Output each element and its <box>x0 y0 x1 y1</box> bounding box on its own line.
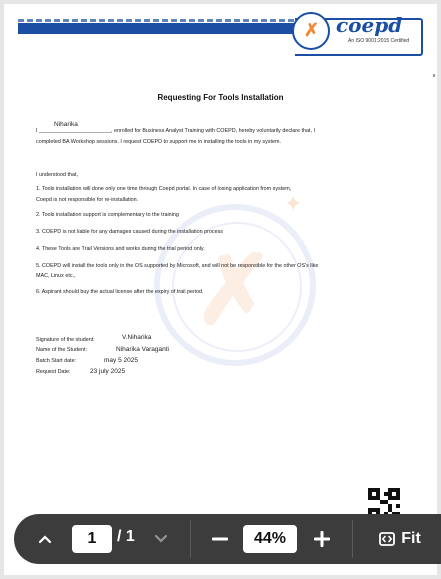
fit-icon <box>379 532 395 546</box>
student-name-value: Niharika Varaganti <box>116 346 169 353</box>
zoom-level-input[interactable]: 44% <box>243 525 297 553</box>
header-bar <box>18 23 295 34</box>
page-total: / 1 <box>117 528 135 545</box>
document-title: Requesting For Tools Installation <box>157 93 284 102</box>
logo-text: coepd <box>336 13 403 37</box>
logo-emblem-icon: ✗ <box>292 12 330 50</box>
fit-to-page-button[interactable] <box>370 526 430 552</box>
point-3: 3. COEPD is not liable for any damages caused during the installation process <box>36 229 223 235</box>
request-date-label: Request Date: <box>36 369 71 375</box>
intro-line-2: completed BA Workshop sessions. I request COEPD to support me in installing the tools in my system. <box>36 139 281 145</box>
toolbar-divider <box>190 520 191 558</box>
point-1b: Coepd is not responsible for re-installation. <box>36 197 139 203</box>
watermark-sparkle-icon: ✦ <box>284 192 303 217</box>
student-name-handwritten: Niharika <box>54 121 78 128</box>
student-name-label: Name of the Student: <box>36 347 87 353</box>
document-page <box>4 4 437 575</box>
header-stripes <box>18 19 295 22</box>
understood-heading: I understood that, <box>36 172 78 178</box>
coepd-logo <box>292 10 417 50</box>
page-number-input[interactable]: 1 <box>72 525 112 553</box>
watermark-logo-icon: ✗ <box>194 237 275 344</box>
point-4: 4. These Tools are Trail Versions and works during the trial period only. <box>36 246 205 252</box>
page-edge-mark <box>433 74 435 77</box>
signature-value: V.Niharika <box>122 334 152 341</box>
zoom-out-button[interactable] <box>207 526 233 552</box>
signature-label: Signature of the student: <box>36 337 95 343</box>
next-page-button[interactable] <box>148 526 174 552</box>
point-5b: MAC, Linux etc., <box>36 273 76 279</box>
chevron-down-icon <box>154 534 168 544</box>
batch-start-value: may 5 2025 <box>104 357 138 364</box>
plus-icon <box>314 531 330 547</box>
batch-start-label: Batch Start date: <box>36 358 77 364</box>
intro-line-1: I ________________________, enrolled for Business Analyst Training with COEPD, hereby voluntarily declare that, I <box>36 128 315 134</box>
toolbar-divider <box>352 520 353 558</box>
previous-page-button[interactable] <box>32 526 58 552</box>
point-2: 2. Tools installation support is complementary to the training <box>36 212 179 218</box>
request-date-value: 23 july 2025 <box>90 368 126 375</box>
zoom-in-button[interactable] <box>309 526 335 552</box>
pdf-toolbar <box>14 514 441 564</box>
point-6: 6. Aspirant should buy the actual license after the expiry of trail period. <box>36 289 204 295</box>
point-1a: 1. Tools installation will done only one time through Coepd portal. In case of losing application from system, <box>36 186 292 192</box>
logo-certification: An ISO 9001:2015 Certified <box>348 38 410 44</box>
fit-label: Fit <box>401 530 421 547</box>
point-5a: 5. COEPD will install the tools only in the OS supported by Microsoft, and will not be responsible for the other OS's like <box>36 263 319 269</box>
chevron-up-icon <box>38 534 52 544</box>
minus-icon <box>212 537 228 541</box>
